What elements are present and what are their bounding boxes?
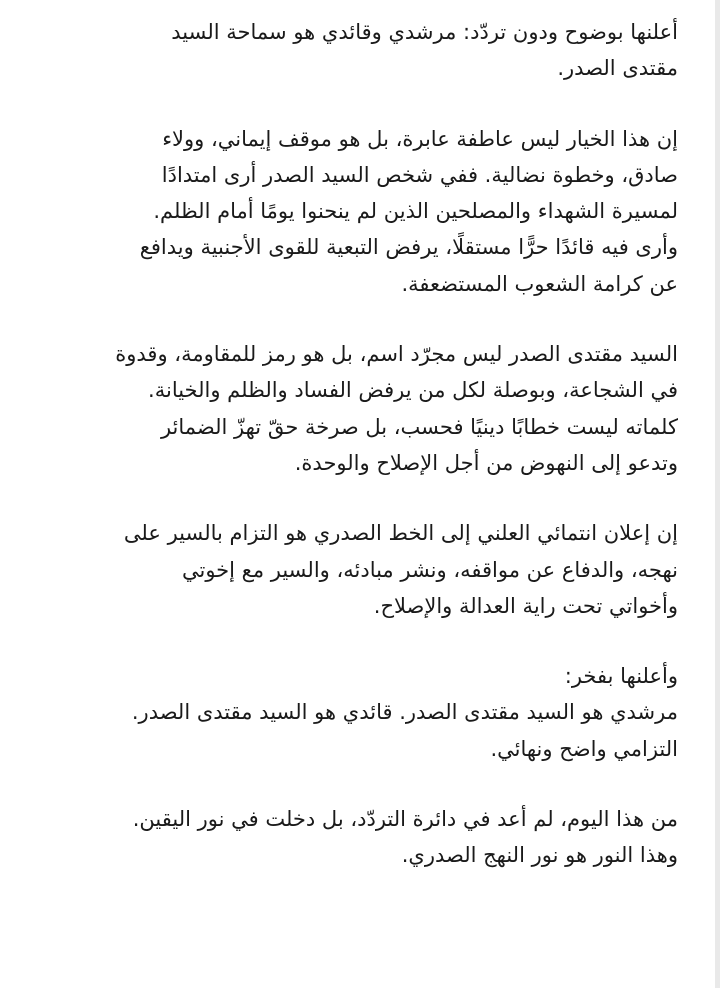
text-line: من هذا اليوم، لم أعد في دائرة التردّد، بل دخلت في نور اليقين. [132, 807, 678, 832]
text-line: وتدعو إلى النهوض من أجل الإصلاح والوحدة. [294, 450, 678, 475]
text-line: وأخواتي تحت راية العدالة والإصلاح. [373, 593, 678, 618]
text-line: صادق، وخطوة نضالية. ففي شخص السيد الصدر أرى امتدادًا [161, 162, 678, 187]
text-line: أعلنها بوضوح ودون تردّد: مرشدي وقائدي هو سماحة السيد [171, 20, 678, 44]
text-line: عن كرامة الشعوب المستضعفة. [401, 271, 678, 296]
text-line: السيد مقتدى الصدر ليس مجرّد اسم، بل هو رمز للمقاومة، وقدوة [115, 342, 678, 367]
paragraph-commitment [40, 515, 678, 624]
right-edge-strip [715, 0, 720, 988]
text-line: مرشدي هو السيد مقتدى الصدر. قائدي هو السيد مقتدى الصدر. [131, 700, 678, 725]
paragraph-certainty [40, 801, 678, 874]
text-line: التزامي واضح ونهائي. [490, 736, 678, 761]
text-line: مقتدى الصدر. [557, 56, 678, 81]
text-line: إن إعلان انتمائي العلني إلى الخط الصدري هو التزام بالسير على [123, 521, 678, 546]
text-line: في الشجاعة، وبوصلة لكل من يرفض الفساد والظلم والخيانة. [148, 378, 678, 403]
text-line: وهذا النور هو نور النهج الصدري. [401, 843, 678, 868]
text-line: وأعلنها بفخر: [564, 664, 678, 689]
paragraph-pride [40, 658, 678, 767]
text-line: إن هذا الخيار ليس عاطفة عابرة، بل هو موقف إيماني، وولاء [162, 126, 678, 151]
paragraph-symbol [40, 336, 678, 481]
text-line: نهجه، والدفاع عن مواقفه، ونشر مبادئه، والسير مع إخوتي [181, 557, 678, 582]
paragraph-declaration [40, 14, 678, 87]
paragraph-choice [40, 121, 678, 302]
text-line: كلماته ليست خطابًا دينيًا فحسب، بل صرخة حقّ تهزّ الضمائر [160, 414, 678, 439]
text-line: وأرى فيه قائدًا حرًّا مستقلًا، يرفض التبعية للقوى الأجنبية ويدافع [139, 235, 678, 260]
text-line: لمسيرة الشهداء والمصلحين الذين لم ينحنوا يومًا أمام الظلم. [153, 199, 678, 224]
